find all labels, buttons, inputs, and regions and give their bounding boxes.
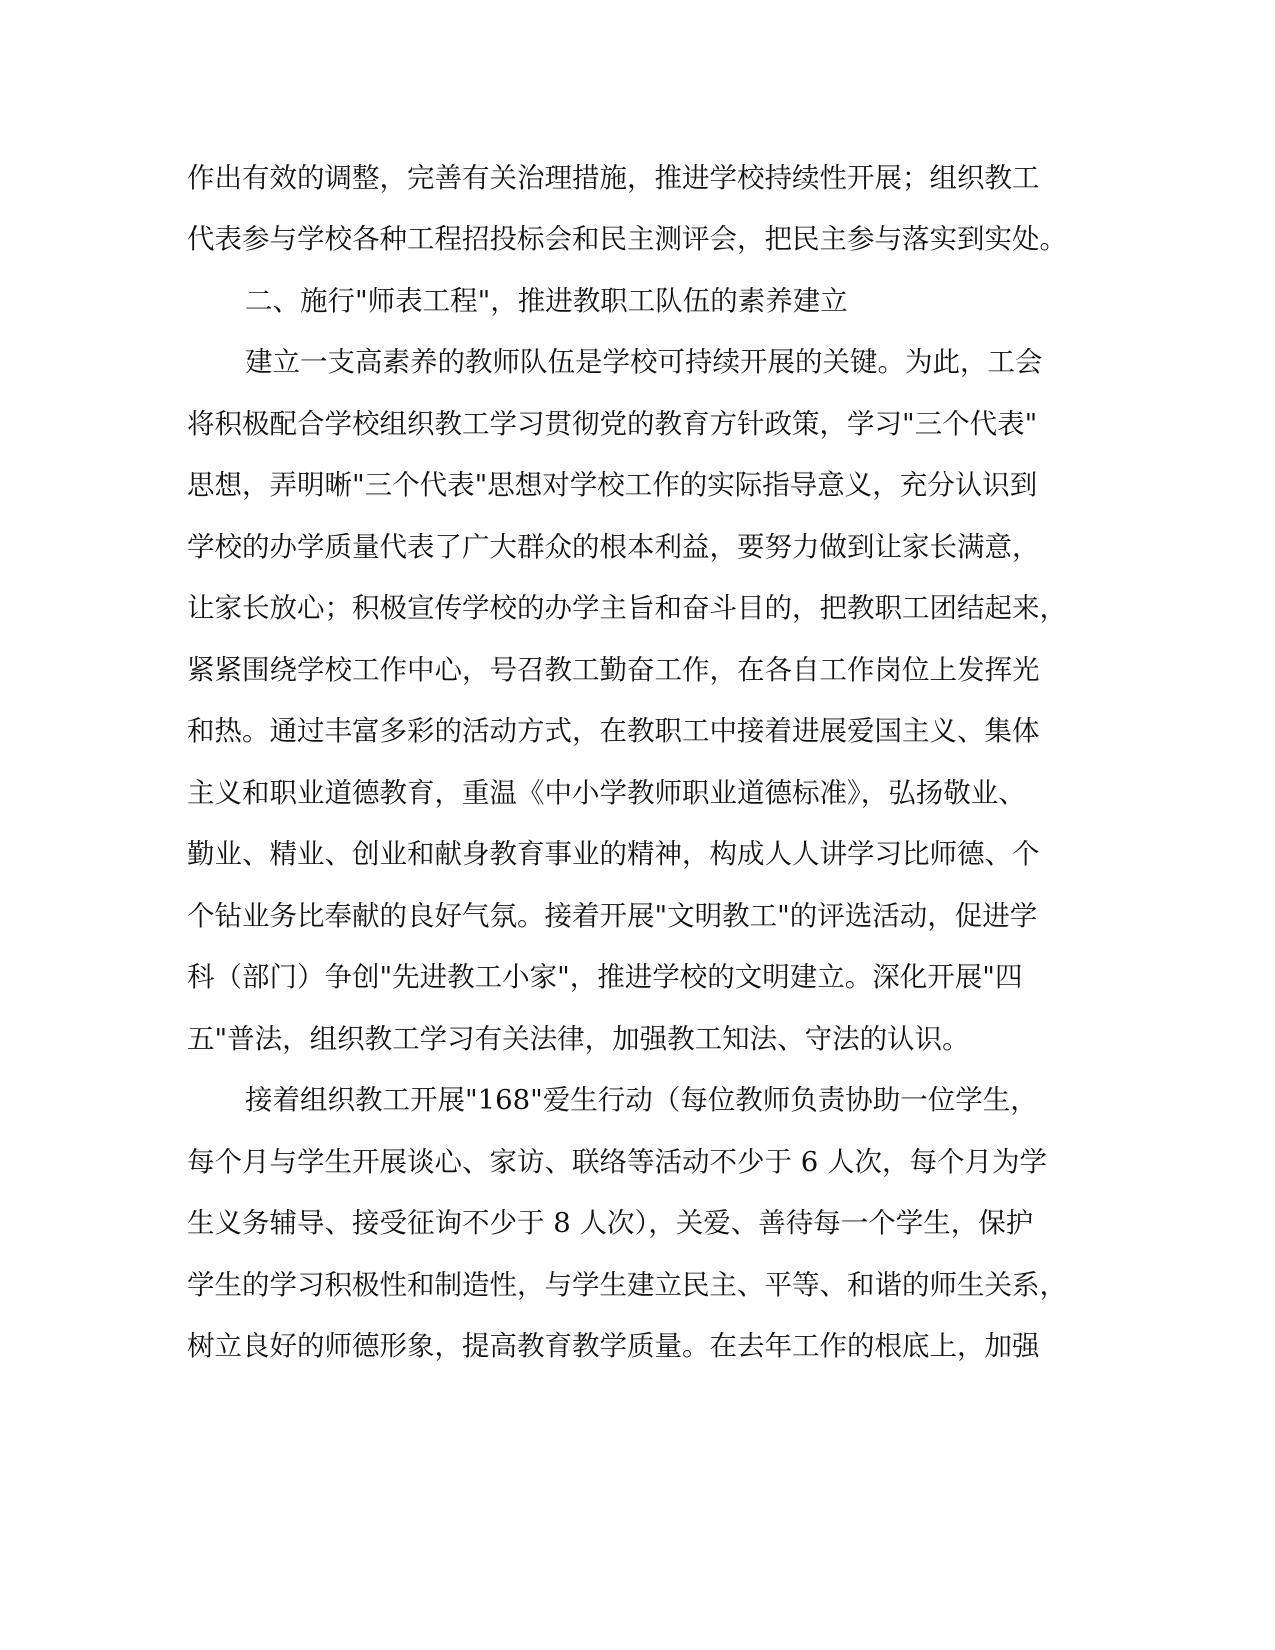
text-line: 将积极配合学校组织教工学习贯彻党的教育方针政策，学习"三个代表" <box>187 408 1038 440</box>
text-line: 学生的学习积极性和制造性，与学生建立民主、平等、和谐的师生关系， <box>187 1269 1067 1301</box>
text-line: 科（部门）争创"先进教工小家"，推进学校的文明建立。深化开展"四 <box>187 961 1023 993</box>
text-line: 个钻业务比奉献的良好气氛。接着开展"文明教工"的评选活动，促进学 <box>187 900 1038 932</box>
text-line: 让家长放心；积极宣传学校的办学主旨和奋斗目的，把教职工团结起来， <box>187 592 1067 624</box>
text-line: 主义和职业道德教育，重温《中小学教师职业道德标准》，弘扬敬业、 <box>187 777 1026 809</box>
text-line: 五"普法，组织教工学习有关法律，加强教工知法、守法的认识。 <box>187 1023 970 1055</box>
text-line: 接着组织教工开展"168"爱生行动（每位教师负责协助一位学生， <box>245 1084 1038 1116</box>
text-line: 树立良好的师德形象，提高教育教学质量。在去年工作的根底上，加强 <box>187 1330 1040 1362</box>
text-line: 每个月与学生开展谈心、家访、联络等活动不少于 6 人次，每个月为学 <box>187 1146 1047 1178</box>
text-line: 勤业、精业、创业和献身教育事业的精神，构成人人讲学习比师德、个 <box>187 838 1040 870</box>
text-line: 生义务辅导、接受征询不少于 8 人次），关爱、善待每一个学生，保护 <box>187 1207 1034 1239</box>
text-line: 作出有效的调整，完善有关治理措施，推进学校持续性开展；组织教工 <box>187 162 1040 194</box>
section-heading: 二、施行"师表工程"，推进教职工队伍的素养建立 <box>245 285 848 317</box>
text-line: 紧紧围绕学校工作中心，号召教工勤奋工作，在各自工作岗位上发挥光 <box>187 654 1040 686</box>
text-line: 和热。通过丰富多彩的活动方式，在教职工中接着进展爱国主义、集体 <box>187 715 1040 747</box>
text-line: 学校的办学质量代表了广大群众的根本利益，要努力做到让家长满意， <box>187 531 1040 563</box>
text-line: 建立一支高素养的教师队伍是学校可持续开展的关键。为此，工会 <box>245 346 1043 378</box>
text-line: 代表参与学校各种工程招投标会和民主测评会，把民主参与落实到实处。 <box>187 223 1067 255</box>
text-line: 思想，弄明晰"三个代表"思想对学校工作的实际指导意义，充分认识到 <box>187 469 1038 501</box>
